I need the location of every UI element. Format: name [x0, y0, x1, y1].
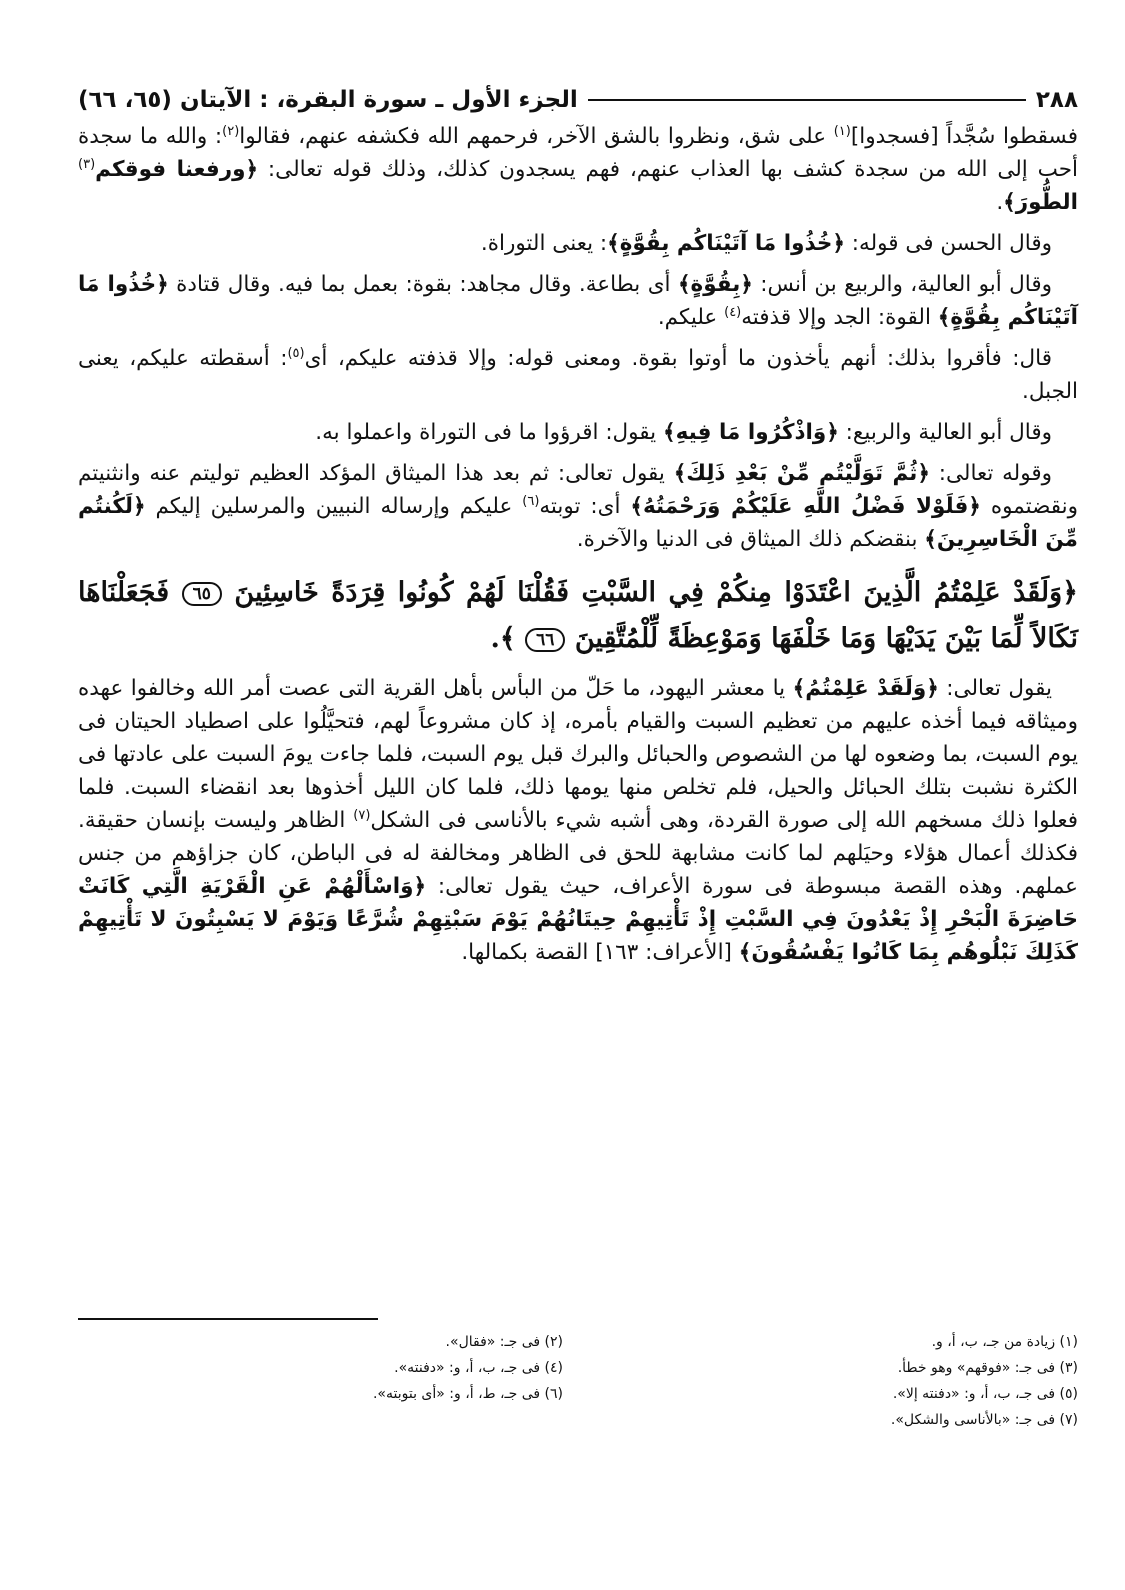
quran-quote: ﴿ورفعنا فوقكم: [95, 157, 259, 182]
quran-quote: ﴿لَكُنتُم مِّنَ الْخَاسِرِينَ﴾: [78, 494, 1078, 552]
text-run: يقول تعالى: ثم بعد هذا الميثاق المؤكد العظيم توليتم عنه وانثنيتم ونقضتموه: [78, 461, 1078, 519]
text-run: وقال أبو العالية، والربيع بن أنس:: [752, 272, 1052, 297]
paragraph: [78, 342, 1078, 408]
text-run: على شق، ونظروا بالشق الآخر، فرحمهم الله فكشفه عنهم، فقالوا: [239, 124, 834, 149]
text-run: يقول: اقرؤوا ما فى التوراة واعملوا به.: [315, 420, 663, 445]
verse-number: ٦٥: [182, 582, 222, 606]
footnote-ref: (٥): [287, 345, 305, 361]
paragraph: [78, 457, 1078, 556]
text-run: .: [996, 190, 1004, 215]
paragraph: [78, 268, 1078, 334]
quran-quote: ﴿وَاذْكُرُوا مَا فِيهِ﴾: [662, 420, 839, 445]
text-run: فسقطوا سُجَّداً [فسجدوا]: [850, 124, 1079, 149]
footnote-rule: [78, 1318, 378, 1320]
footnote: (٥) فى جـ، ب، أ، و: «دفنته إلا».: [892, 1386, 1078, 1402]
text-run: الظاهر وليست بإنسان حقيقة. فكذلك أعمال هؤلاء وحيَلهم لما كانت مشابهة للحق فى الظاهر ومخالفة له فى الباطن، كان جزاؤهم من جنس عملهم. وهذه القصة مبسوطة فى سورة الأعراف، حيث يقول تعالى:: [78, 808, 1078, 899]
footnote: (٤) فى جـ، ب، أ، و: «دفنته».: [394, 1360, 563, 1376]
text-run: عليكم.: [657, 305, 725, 330]
quran-quote: ﴿فَلَوْلا فَضْلُ اللَّهِ عَلَيْكُمْ وَرَحْمَتُهُ﴾: [630, 494, 981, 519]
paragraph: [78, 120, 1078, 219]
text-run: بنقضكم ذلك الميثاق فى الدنيا والآخرة.: [576, 527, 925, 552]
text-run: وقال الحسن فى قوله:: [844, 231, 1052, 256]
text-run: : يعنى التوراة.: [480, 231, 608, 256]
text-run: : أسقطته عليكم، يعنى الجبل.: [78, 346, 1078, 404]
verse-block: [78, 570, 1078, 662]
paragraph: [78, 672, 1078, 969]
text-run: وقوله تعالى:: [929, 461, 1052, 486]
quran-quote: ﴿ثُمَّ تَوَلَّيْتُم مِّنْ بَعْدِ ذَلِكَ﴾: [673, 461, 930, 486]
footnote: (٦) فى جـ، ط، أ، و: «أى بتوبته».: [372, 1386, 563, 1402]
text-run: أى: توبته: [539, 494, 631, 519]
text-run: أى بطاعة. وقال مجاهد: بقوة: بعمل بما فيه. وقال قتادة: [168, 272, 678, 297]
footnote-ref: (٦): [522, 493, 540, 509]
footnote: (٣) فى جـ: «فوقهم» وهو خطأ.: [897, 1360, 1078, 1376]
page-number: ٢٨٨: [1035, 87, 1078, 113]
page-content: [78, 82, 1078, 977]
footnotes: [78, 1332, 1078, 1430]
verse-line: ﴿وَلَقَدْ عَلِمْتُمُ الَّذِينَ اعْتَدَوْا مِنكُمْ فِي السَّبْتِ فَقُلْنَا لَهُمْ كُونُوا قِرَدَةً خَاسِئِينَ: [234, 577, 1078, 608]
verse-line: فَجَعَلْنَاهَا نَكَالاً لِّمَا بَيْنَ يَدَيْهَا وَمَا خَلْفَهَا وَمَوْعِظَةً لِّلْمُتَّقِينَ: [78, 577, 1078, 654]
text-run: يا معشر اليهود، ما حَلّ من البأس بأهل القرية التى عصت أمر الله وخالفوا عهده وميثاقه فيما أخذه عليهم من تعظيم السبت والقيام بأمره، إذ كان مشروعاً لهم، فتحيَّلُوا على اصطياد الحيتان فى يوم السبت، بما وضعوه لها من الشصوص والحبائل والبرك قبل يوم السبت، فلما جاءت يومَ السبت على عادتها فى الكثرة نشبت بتلك الحبائل والحيل، فلم تخلص منها يومها ذلك، فلما كان الليل أخذوها بعد انقضاء السبت. فلما فعلوا ذلك مسخهم الله إلى صورة القردة، وهى أشبه شيء بالأناسى فى الشكل: [78, 676, 1078, 833]
running-header: [78, 82, 1078, 118]
footnote: (٧) فى جـ: «بالأناسى والشكل».: [890, 1412, 1078, 1428]
verse-number: ٦٦: [525, 628, 565, 652]
text-run: وقال أبو العالية والربيع:: [838, 420, 1052, 445]
quran-quote: الطُّورَ﴾: [1003, 190, 1078, 215]
paragraph: [78, 416, 1078, 449]
text-run: القوة: الجد وإلا قذفته: [741, 305, 938, 330]
text-run: قال: فأقروا بذلك: أنهم يأخذون ما أوتوا بقوة. ومعنى قوله: وإلا قذفته عليكم، أى: [304, 346, 1052, 371]
quran-quote: ﴿خُذُوا مَا آتَيْنَاكُم بِقُوَّةٍ﴾: [78, 272, 1078, 330]
verse-end: ﴾.: [490, 623, 516, 654]
footnote-ref: (٢): [222, 123, 240, 139]
text-run: يقول تعالى:: [938, 676, 1052, 701]
header-rule: [588, 99, 1026, 101]
footnote-ref: (٤): [724, 304, 742, 320]
quran-quote: ﴿خُذُوا مَا آتَيْنَاكُم بِقُوَّةٍ﴾: [607, 231, 845, 256]
text-run: : والله ما سجدة أحب إلى الله من سجدة كشف بها العذاب عنهم، فهم يسجدون كذلك، وذلك قوله تعالى:: [78, 124, 1078, 182]
footnote: (١) زيادة من جـ، ب، أ، و.: [931, 1334, 1078, 1350]
text-run: [الأعراف: ١٦٣] القصة بكمالها.: [461, 940, 739, 965]
text-run: عليكم وإرساله النبيين والمرسلين إليكم: [145, 494, 523, 519]
text-body: [78, 120, 1078, 969]
header-title: الجزء الأول ـ سورة البقرة، : الآيتان (٦٥، ٦٦): [78, 87, 578, 113]
paragraph: [78, 227, 1078, 260]
quran-quote: ﴿وَاسْأَلْهُمْ عَنِ الْقَرْيَةِ الَّتِي كَانَتْ حَاضِرَةَ الْبَحْرِ إِذْ يَعْدُونَ فِي السَّبْتِ إِذْ تَأْتِيهِمْ حِيتَانُهُمْ يَوْمَ سَبْتِهِمْ شُرَّعًا وَيَوْمَ لا يَسْبِتُونَ لا تَأْتِيهِمْ كَذَلِكَ نَبْلُوهُم بِمَا كَانُوا يَفْسُقُونَ﴾: [78, 874, 1078, 965]
footnote-ref: (٧): [353, 807, 371, 823]
footnote-ref: (١): [833, 123, 851, 139]
footnote: (٢) فى جـ: «فقال».: [445, 1334, 563, 1350]
quran-quote: ﴿بِقُوَّةٍ﴾: [677, 272, 753, 297]
quran-quote: ﴿وَلَقَدْ عَلِمْتُمُ﴾: [792, 676, 939, 701]
footnote-ref: (٣): [78, 156, 96, 172]
